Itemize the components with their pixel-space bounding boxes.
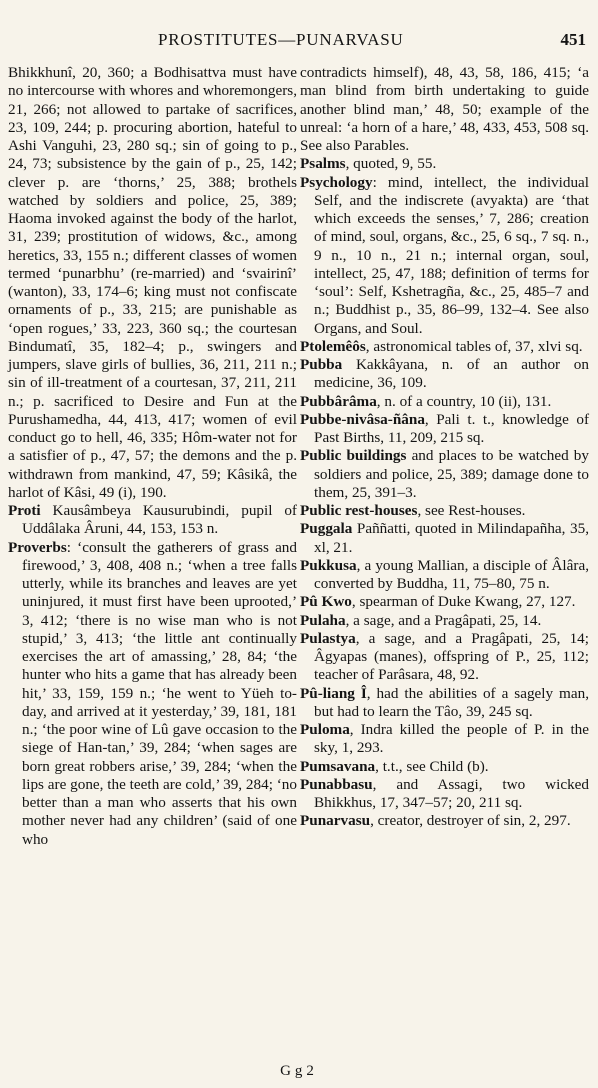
index-entry <box>300 812 589 830</box>
entry-text: , creator, destroyer of sin, 2, 297. <box>370 812 571 830</box>
entry-text: , a sage, and a Pragâpati, 25, 14; Âgyapas (manes), offspring of P., 25, 112; teacher of Parâsara, 48, 92. <box>314 629 589 684</box>
entry-text: contradicts himself), 48, 43, 58, 186, 415; ‘a man blind from birth undertaking to guide another blind man,’ 48, 50; example of the unreal: ‘a horn of a hare,’ 48, 433, 453, 508 sq. See also Parables. <box>300 64 589 154</box>
running-header <box>0 30 598 54</box>
header-title: PROSTITUTES—PUNARVASU <box>158 30 404 49</box>
entry-text: , Pali t. t., knowledge of Past Births, 11, 209, 215 sq. <box>314 410 589 446</box>
entry-text: , astronomical tables of, 37, xlvi sq. <box>365 337 583 355</box>
entry-text: : mind, intellect, the individual Self, and the indiscrete (avyakta) are ‘that which exceeds the senses,’ 7, 286; creation of mind, soul, organs, &c., 25, 6 sq., 7 sq. n., 9 n., 10 n., 21 n.; internal organ, soul, intellect, 25, 47, 188; definition of terms for ‘soul’: Self, Kshetragña, &c., 25, 485–7 and n.; Buddhist p., 35, 86–99, 132–4. See also Organs, and Soul. <box>314 173 589 337</box>
entry-headword: Pukkusa <box>300 556 357 574</box>
signature-mark: Gg2 <box>280 1063 318 1079</box>
entry-text: , see Rest-houses. <box>417 502 526 519</box>
index-entry <box>300 502 589 520</box>
entry-headword: Pulastya <box>300 629 356 647</box>
index-entry <box>300 776 589 813</box>
entry-text: Kausâmbeya Kausurubindi, pupil of Uddâlaka Âruni, 44, 153, 153 n. <box>22 502 297 538</box>
entry-text: Paññatti, quoted in Milindapañha, 35, xl, 21. <box>314 520 589 556</box>
index-entry <box>300 593 589 611</box>
index-entry <box>300 447 589 502</box>
index-entry <box>300 356 589 393</box>
entry-headword: Public rest-houses <box>300 502 418 519</box>
entry-headword: Psychology <box>300 173 373 191</box>
index-entry <box>8 539 297 849</box>
entry-headword: Punarvasu <box>300 812 371 830</box>
index-entry <box>300 174 589 338</box>
entry-text: , and Assagi, two wicked Bhikkhus, 17, 347–57; 20, 211 sq. <box>314 775 589 811</box>
entry-headword: Puloma <box>300 721 350 738</box>
entry-text: , quoted, 9, 55. <box>345 155 437 173</box>
entry-headword: Pubbe-nivâsa-ñâna <box>300 410 425 428</box>
entry-headword: Pû Kwo <box>300 593 352 611</box>
entry-headword: Proti <box>8 502 41 519</box>
index-entry <box>300 155 589 173</box>
entry-headword: Public buildings <box>300 447 407 465</box>
index-entry <box>300 758 589 776</box>
page-number: 451 <box>560 30 586 49</box>
entry-text: , t.t., see Child (b). <box>375 757 489 775</box>
entry-text: , had the abilities of a sagely man, but had to learn the Tâo, 39, 245 sq. <box>314 684 590 720</box>
index-entry <box>300 630 589 685</box>
entry-text: , a sage, and a Pragâpati, 25, 14. <box>345 611 542 629</box>
index-entry <box>300 411 589 448</box>
index-entry <box>300 721 589 758</box>
entry-text: : ‘consult the gatherers of grass and firewood,’ 3, 408, 408 n.; ‘when a tree falls utterly, while its branches and leaves are yet uninjured, it must first have been uprooted,’ 3, 412; ‘there is no wise man who is not stupid,’ 3, 413; ‘the little ant continually exercises the art of amassing,’ 28, 84; ‘the hunter who hits a game that has already been hit,’ 33, 159, 159 n.; ‘he went to Yüeh to-day, and arrived at it yesterday,’ 39, 181, 181 n.; ‘the poor wine of Lû gave occasion to the siege of Han-tan,’ 39, 284; ‘when sages are born great robbers arise,’ 39, 284; ‘when the lips are gone, the teeth are cold,’ 39, 284; ‘no better than a man who asserts that his own mother never had any children’ (said of one who <box>22 538 297 848</box>
entry-headword: Pubbârâma <box>300 392 377 410</box>
index-entry <box>300 64 589 155</box>
entry-text: and places to be watched by soldiers and police, 25, 389; damage done to them, 25, 391–3. <box>314 447 589 501</box>
entry-text: , spearman of Duke Kwang, 27, 127. <box>351 593 576 611</box>
right-column <box>300 64 589 831</box>
index-entry <box>300 685 589 722</box>
index-entry <box>300 520 589 557</box>
entry-headword: Pulaha <box>300 611 346 629</box>
entry-headword: Pû-liang Î <box>300 684 367 702</box>
entry-headword: Ptolemêôs <box>300 337 366 355</box>
left-column <box>8 64 297 849</box>
index-entry <box>300 393 589 411</box>
index-entry <box>300 338 589 356</box>
entry-text: Bhikkhunî, 20, 360; a Bodhisattva must have no intercourse with whores and whoremongers, 21, 266; not allowed to partake of sacrifices, 23, 109, 244; p. procuring abortion, hateful to Ashi Vanguhi, 23, 280 sq.; sin of going to p., 24, 73; subsistence by the gain of p., 25, 142; clever p. are ‘thorns,’ 25, 388; brothels watched by soldiers and police, 25, 389; Haoma invoked against the body of the harlot, 31, 239; prostitution of widows, &c., among heretics, 33, 155 n.; different classes of women termed ‘punarbhu’ (re-married) and ‘svairinî’ (wanton), 33, 174–6; king must not confiscate ornaments of p., 33, 215; are punishable as ‘open rogues,’ 33, 223, 360 sq.; the courtesan Bindumatî, 35, 182–4; p., swingers and jumpers, slave girls of bullies, 36, 211, 211 n.; sin of ill-treatment of a courtesan, 37, 211, 211 n.; p. sacrificed to Desire and Fun at the Purushamedha, 44, 413, 417; women of evil conduct go to hell, 46, 335; Hôm-water not for a satisfier of p., 47, 57; the demons and the p. withdrawn from mankind, 47, 59; Kâsikâ, the harlot of Kâsi, 49 (i), 190. <box>8 64 297 501</box>
entry-text: , n. of a country, 10 (ii), 131. <box>376 392 552 410</box>
entry-text: Kakkâyana, n. of an author on medicine, 36, 109. <box>314 356 589 392</box>
entry-text: , a young Mallian, a disciple of Âlâra, converted by Buddha, 11, 75–80, 75 n. <box>314 556 589 592</box>
index-entry <box>300 612 589 630</box>
index-entry <box>300 557 589 594</box>
entry-headword: Pumsavana <box>300 757 376 775</box>
entry-text: , Indra killed the people of P. in the sky, 1, 293. <box>314 721 589 757</box>
entry-headword: Psalms <box>300 155 346 173</box>
index-entry <box>8 502 297 539</box>
index-entry <box>8 64 297 502</box>
entry-headword: Punabbasu <box>300 775 373 793</box>
entry-headword: Puggala <box>300 520 353 538</box>
entry-headword: Proverbs <box>8 538 67 556</box>
entry-headword: Pubba <box>300 356 343 373</box>
